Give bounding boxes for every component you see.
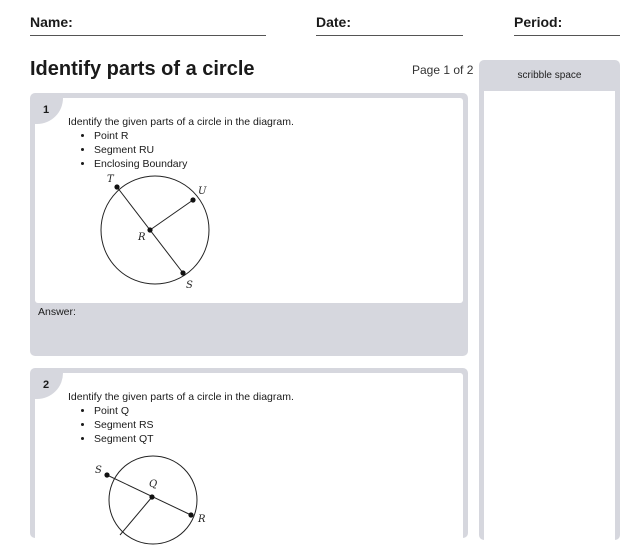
- list-item: • Point Q: [94, 404, 154, 418]
- scribble-area[interactable]: [484, 91, 615, 551]
- point-r: [188, 512, 193, 517]
- point-s: [180, 270, 185, 275]
- label-q: Q: [149, 479, 158, 490]
- circle: [101, 176, 209, 284]
- period-label: Period:: [514, 14, 563, 30]
- question-card-1: [30, 93, 468, 356]
- list-item: • Enclosing Boundary: [94, 157, 187, 171]
- list-item: • Segment RU: [94, 143, 187, 157]
- question-card-2: [30, 368, 468, 538]
- label-t: T: [107, 174, 114, 185]
- question-body-2: [35, 373, 463, 543]
- date-field[interactable]: [316, 14, 351, 30]
- question-number-badge: 1: [35, 98, 63, 124]
- list-item: • Segment QT: [94, 432, 154, 446]
- item-list: [77, 129, 187, 171]
- segment-ru: [150, 200, 193, 230]
- date-underline: [316, 35, 463, 36]
- circle-diagram: [65, 168, 215, 298]
- period-field[interactable]: [514, 14, 562, 30]
- point-r: [147, 227, 152, 232]
- name-field[interactable]: [30, 14, 73, 30]
- name-underline: [30, 35, 266, 36]
- list-item: • Point R: [94, 129, 187, 143]
- question-prompt: Identify the given parts of a circle in the diagram.: [68, 391, 294, 403]
- circle-diagram: [65, 455, 215, 535]
- name-label: Name:: [30, 14, 73, 30]
- point-t: [114, 184, 119, 189]
- label-r: R: [138, 232, 146, 243]
- label-u: U: [198, 186, 207, 197]
- page-indicator: Page 1 of 2: [412, 63, 474, 77]
- question-prompt: Identify the given parts of a circle in the diagram.: [68, 116, 294, 128]
- question-body-1: [35, 98, 463, 303]
- worksheet-title: Identify parts of a circle: [30, 58, 255, 80]
- point-u: [190, 197, 195, 202]
- scribble-label: scribble space: [517, 70, 582, 81]
- date-label: Date:: [316, 14, 352, 30]
- label-r: R: [198, 514, 206, 525]
- circle: [109, 456, 197, 544]
- label-s: S: [95, 465, 102, 476]
- point-s: [104, 472, 109, 477]
- label-s: S: [186, 280, 193, 291]
- answer-label: Answer:: [38, 306, 76, 318]
- segment-qt: [120, 497, 152, 535]
- list-item: • Segment RS: [94, 418, 154, 432]
- scribble-panel: [479, 60, 620, 540]
- item-list: [77, 404, 154, 446]
- question-number-badge: 2: [35, 373, 63, 399]
- period-underline: [514, 35, 620, 36]
- point-q: [149, 494, 154, 499]
